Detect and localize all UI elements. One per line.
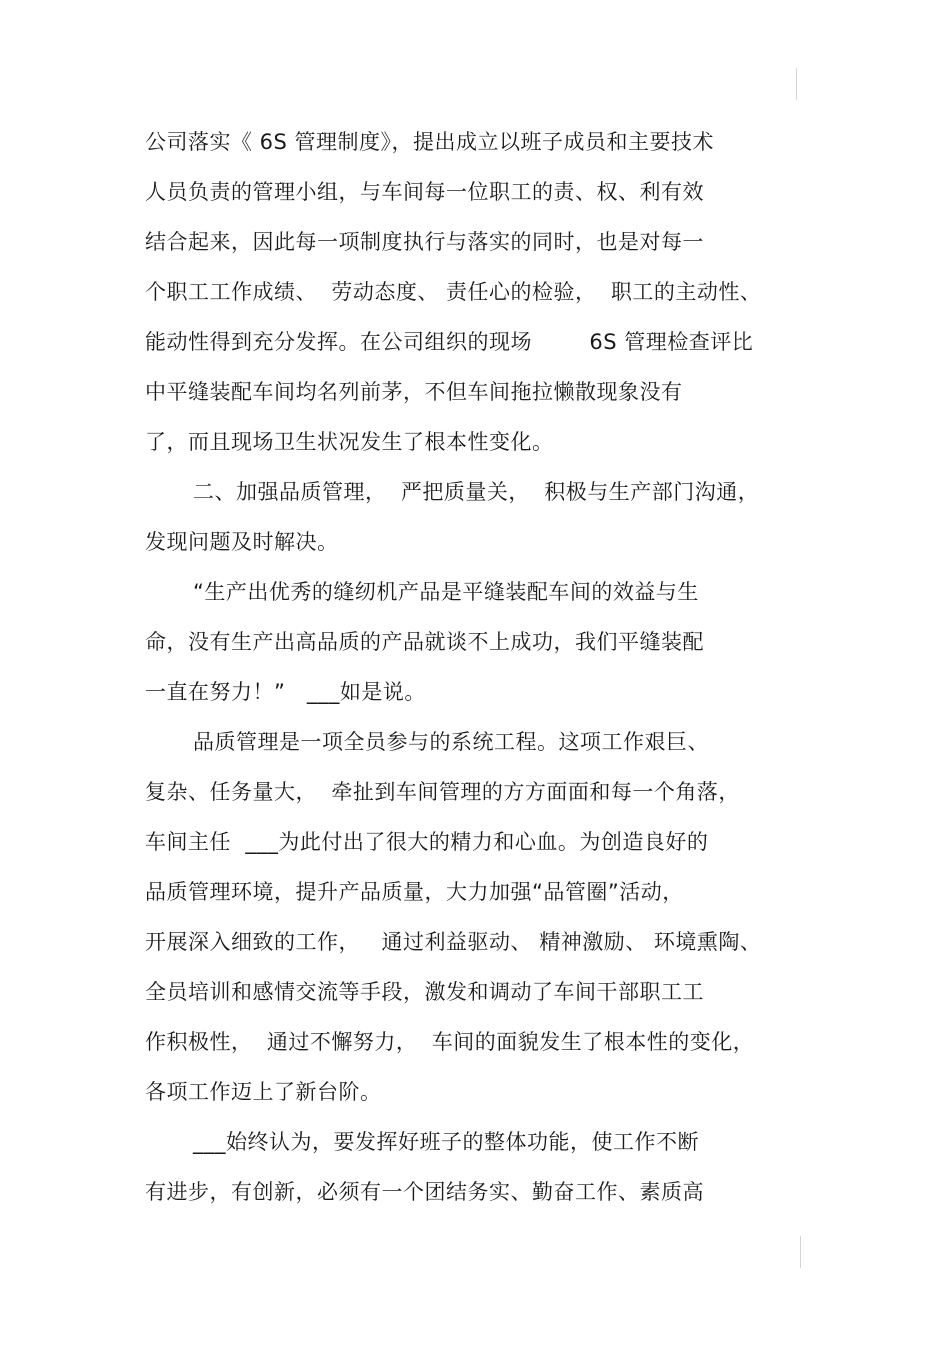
text-line: 结合起来，因此每一项制度执行与落实的同时，也是对每一: [145, 230, 704, 254]
text-line: 复杂、任务量大， 牵扯到车间管理的方方面面和每一个角落，: [145, 780, 740, 804]
quote-line: 一直在努力！” ___如是说。: [145, 680, 426, 704]
text-line: 作积极性， 通过不懈努力， 车间的面貌发生了根本性的变化，: [145, 1030, 755, 1054]
text-line: 人员负责的管理小组，与车间每一位职工的责、权、利有效: [145, 180, 704, 204]
text-line: 开展深入细致的工作， 通过利益驱动、 精神激励、 环境熏陶、: [145, 930, 762, 954]
text-line: 车间主任 ___为此付出了很大的精力和心血。为创造良好的: [145, 830, 709, 854]
text-line: 全员培训和感情交流等手段，激发和调动了车间干部职工工: [145, 980, 704, 1004]
text-line: ___始终认为，要发挥好班子的整体功能，使工作不断: [193, 1130, 699, 1154]
text-line: 公司落实《 6S 管理制度》，提出成立以班子成员和主要技术: [145, 130, 715, 154]
text-line: 各项工作迈上了新台阶。: [145, 1080, 382, 1104]
page-edge-mark-top: [796, 68, 797, 100]
text-line: 品质管理是一项全员参与的系统工程。这项工作艰巨、: [193, 730, 709, 754]
section-heading: 二、加强品质管理， 严把质量关， 积极与生产部门沟通，: [193, 480, 760, 504]
text-line: 中平缝装配车间均名列前茅，不但车间拖拉懒散现象没有: [145, 380, 683, 404]
text-line: 能动性得到充分发挥。在公司组织的现场 6S 管理检查评比: [145, 330, 754, 354]
text-line: 个职工工作成绩、 劳动态度、 责任心的检验， 职工的主动性、: [145, 280, 762, 304]
quote-line: 命，没有生产出高品质的产品就谈不上成功，我们平缝装配: [145, 630, 704, 654]
page-edge-mark-bottom: [800, 1236, 801, 1268]
text-line: 品质管理环境，提升产品质量，大力加强“品管圈”活动，: [145, 880, 684, 904]
quote-line: “生产出优秀的缝纫机产品是平缝装配车间的效益与生: [193, 580, 699, 604]
text-line: 发现问题及时解决。: [145, 530, 339, 554]
text-line: 了，而且现场卫生状况发生了根本性变化。: [145, 430, 554, 454]
text-line: 有进步，有创新，必须有一个团结务实、勤奋工作、素质高: [145, 1180, 704, 1204]
